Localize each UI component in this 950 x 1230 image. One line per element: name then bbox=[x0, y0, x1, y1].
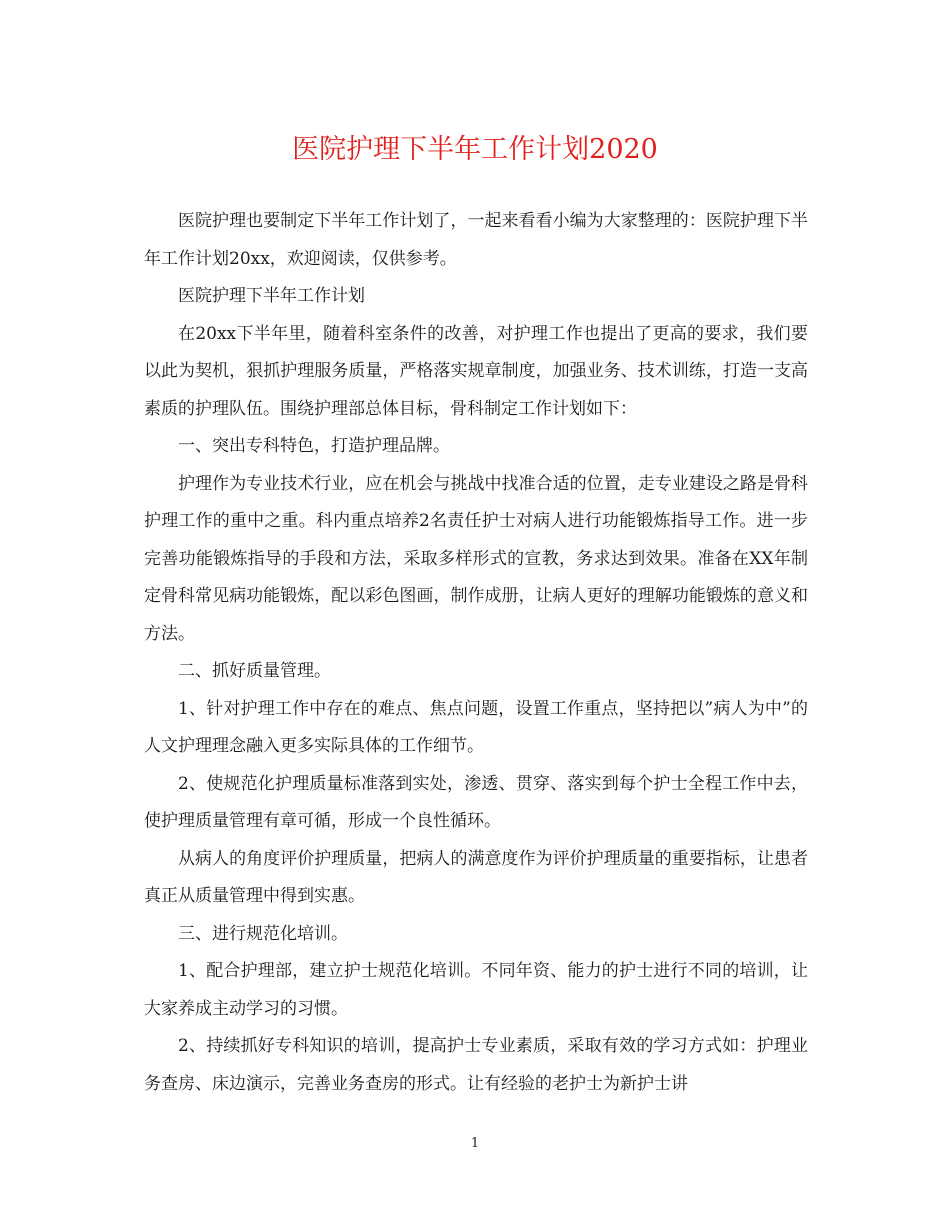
section-3-item-2: 2、持续抓好专科知识的培训，提高护士专业素质，采取有效的学习方式如：护理业务查房、床边演示，完善业务查房的形式。让有经验的老护士为新护士讲 bbox=[144, 1036, 808, 1094]
section-3-item-1: 1、配合护理部，建立护士规范化培训。不同年资、能力的护士进行不同的培训，让大家养成主动学习的习惯。 bbox=[144, 961, 808, 1019]
page-number: 1 bbox=[470, 1136, 480, 1151]
document-title: 医院护理下半年工作计划2020 bbox=[292, 134, 658, 165]
section-2-item-1: 1、针对护理工作中存在的难点、焦点问题，设置工作重点，坚持把以”病人为中”的人文护理理念融入更多实际具体的工作细节。 bbox=[144, 698, 808, 756]
section-heading-2: 二、抓好质量管理。 bbox=[178, 661, 331, 681]
section-1-paragraph: 护理作为专业技术行业，应在机会与挑战中找准合适的位置，走专业建设之路是骨科护理工作的重中之重。科内重点培养2名责任护士对病人进行功能锻炼指导工作。进一步完善功能锻炼指导的手段和方法，采取多样形式的宣教，务求达到效果。准备在XX年制定骨科常见病功能锻炼，配以彩色图画，制作成册，让病人更好的理解功能锻炼的意义和方法。 bbox=[144, 473, 808, 644]
section-heading-1: 一、突出专科特色，打造护理品牌。 bbox=[178, 436, 450, 456]
overview-paragraph: 在20xx下半年里，随着科室条件的改善，对护理工作也提出了更高的要求，我们要以此为契机，狠抓护理服务质量，严格落实规章制度，加强业务、技术训练，打造一支高素质的护理队伍。围绕护理部总体目标，骨科制定工作计划如下： bbox=[144, 323, 808, 419]
section-2-item-2: 2、使规范化护理质量标准落到实处，渗透、贯穿、落实到每个护士全程工作中去，使护理质量管理有章可循，形成一个良性循环。 bbox=[144, 773, 808, 831]
document-body bbox=[144, 203, 808, 1103]
section-heading-3: 三、进行规范化培训。 bbox=[178, 923, 348, 944]
subtitle-paragraph: 医院护理下半年工作计划 bbox=[178, 286, 365, 306]
intro-paragraph: 医院护理也要制定下半年工作计划了，一起来看看小编为大家整理的：医院护理下半年工作计划20xx，欢迎阅读，仅供参考。 bbox=[144, 211, 808, 269]
section-2-paragraph: 从病人的角度评价护理质量，把病人的满意度作为评价护理质量的重要指标，让患者真正从质量管理中得到实惠。 bbox=[144, 848, 808, 906]
